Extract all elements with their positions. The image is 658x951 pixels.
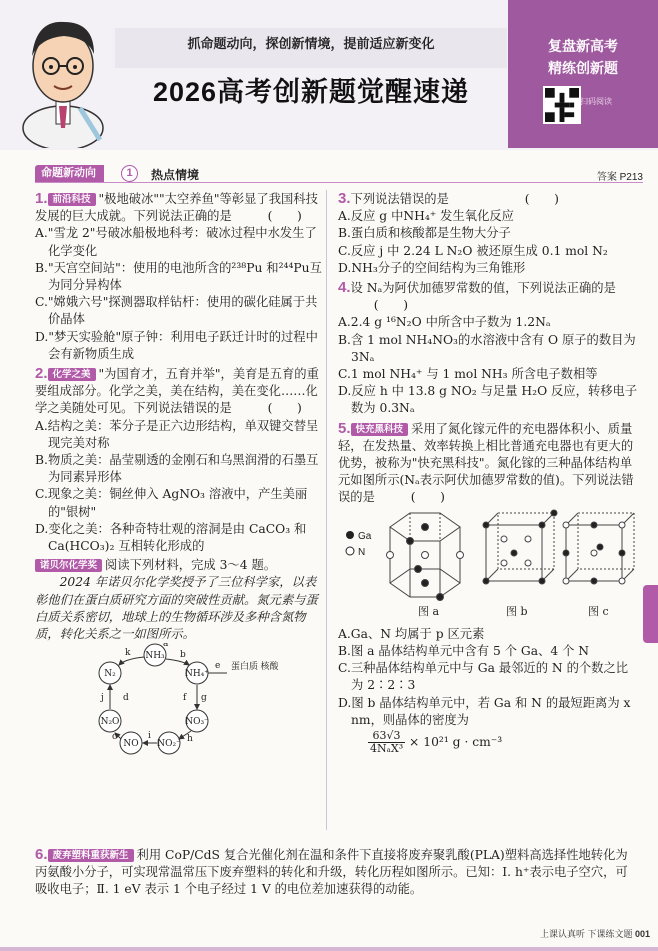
q2-option-b[interactable]: B.物质之美：晶莹剔透的金刚石和乌黑润滑的石墨互为同素异形体 [35, 453, 319, 485]
promo-line-2: 精练创新题 [548, 60, 618, 76]
promo-panel [508, 0, 658, 148]
q4-option-a[interactable]: A.2.4 g ¹⁶N₂O 中所含中子数为 1.2Nₐ [338, 315, 551, 330]
q4-option-d[interactable]: D.反应 h 中 13.8 g NO₂ 与足量 H₂O 反应，转移电子数为 0.3Nₐ [338, 384, 638, 416]
q4-option-c[interactable]: C.1 mol NH₄⁺ 与 1 mol NH₃ 所含电子数相等 [338, 367, 598, 382]
q6-text: 6. 废弃塑料重获新生 利用 CoP/CdS 复合光催化剂在温和条件下直接将废弃聚乳酸(PLA)塑料高选择性地转化为丙氨酸小分子，可实现常温常压下废弃塑料的转化和升级，转化历程如图所示。已知：Ⅰ. h⁺表示电子空穴，可吸收电子；Ⅱ. 1 eV 表示 1 个电子经过 1 V 的电位差加速获得的动能。 [35, 846, 628, 897]
q1-option-d[interactable]: D."梦天实验舱"原子钟：利用电子跃迁计时的过程中会有新物质生成 [35, 329, 318, 361]
q2-option-c[interactable]: C.现象之美：铜丝伸入 AgNO₃ 溶液中，产生美丽的"银树" [35, 487, 308, 519]
q2-option-d[interactable]: D.变化之美：各种奇特壮观的溶洞是由 CaCO₃ 和 Ca(HCO₃)₂ 互相转化形成的 [35, 521, 307, 554]
q2-stem: 2. 化学之美 "为国育才，五育并举"，美育是五育的重要组成部分。化学之美，美在结构，美在变化……化学之美随处可见。下列说法错误的是 ( ) [35, 365, 319, 416]
teacher-avatar-icon [18, 8, 108, 148]
node-nh4: NH₄⁺ [184, 669, 210, 680]
q3-option-a[interactable]: A.反应 g 中NH₄⁺ 发生氧化反应 [338, 209, 514, 224]
q5-option-d[interactable]: D.图 b 晶体结构单元中，若 Ga 和 N 的最短距离为 x nm，则晶体的密度为 [338, 695, 631, 727]
qr-code-icon[interactable] [543, 86, 581, 124]
q6-block [35, 846, 635, 899]
side-tab [643, 585, 658, 643]
nobel-intro: 诺贝尔化学奖 阅读下列材料，完成 3～4 题。 [35, 557, 323, 574]
section-bar [35, 165, 643, 183]
q3-option-d[interactable]: D.NH₃分子的空间结构为三角锥形 [338, 260, 526, 275]
nobel-tag: 诺贝尔化学奖 [35, 559, 102, 572]
fig-b-caption: 图 b [506, 604, 528, 618]
right-column [338, 190, 638, 755]
header [0, 0, 658, 150]
svg-text:e: e [215, 661, 221, 672]
svg-text:d: d [123, 693, 129, 704]
q1-tag: 前沿科技 [48, 193, 96, 206]
page-number: 001 [634, 929, 650, 939]
q1-option-a[interactable]: A."雪龙 2"号破冰船极地科考：破冰过程中水发生了化学变化 [35, 226, 317, 258]
footer [540, 927, 650, 940]
column-divider [326, 190, 327, 830]
q6-tag: 废弃塑料重获新生 [48, 849, 134, 862]
node-n2: N₂ [104, 669, 116, 680]
node-nh3: NH₃ [145, 651, 165, 662]
footer-label: 上课认真听 下课练文题 [539, 929, 633, 939]
qr-label: 扫码阅读 [580, 97, 612, 106]
node-n2o: N₂O [100, 717, 120, 728]
figure-b-cubic-cell [483, 510, 557, 584]
q5-density-formula [338, 729, 638, 755]
section-label: 命题新动向 [35, 165, 104, 182]
legend-n: N [358, 546, 366, 558]
left-column [35, 190, 323, 760]
figure-a-hexagonal-prism [387, 513, 464, 601]
svg-text:a: a [163, 643, 169, 650]
q1-stem: 1. 前沿科技 "极地破冰""太空养鱼"等彰显了我国科技发展的巨大成就。下列说法正确的是 ( ) [35, 190, 318, 224]
q2-option-a[interactable]: A.结构之美：苯分子是正六边形结构，单双键交替呈现完美对称 [35, 418, 319, 450]
q2-tag: 化学之美 [48, 368, 96, 381]
q5-stem: 5. 快充黑科技 采用了氮化镓元件的充电器体积小、质量轻，在发热量、效率转换上相比普通充电器也有更大的优势，被称为"快充黑科技"。氮化镓的三种晶体结构单元如图所示(Nₐ表示阿伏加德罗常数的值)。下列说法错误的是 ( ) [338, 419, 634, 505]
svg-text:k: k [125, 648, 131, 659]
formula-denominator: 4NₐX³ [370, 742, 404, 756]
gan-crystal-figures [338, 507, 638, 621]
figure-c-cubic-cell [563, 513, 634, 584]
section-number: 1 [121, 165, 138, 182]
fig-a-caption: 图 a [418, 604, 440, 618]
node-no3-minus: NO₃⁻ [185, 717, 209, 728]
q1-option-c[interactable]: C."嫦娥六号"探测器取样钻杆：使用的碳化硅属于共价晶体 [35, 295, 318, 327]
bottom-strip [0, 947, 658, 951]
promo-line-1: 复盘新高考 [548, 38, 618, 54]
formula-numerator: 63√3 [368, 730, 405, 743]
legend-ga: Ga [358, 530, 372, 542]
q4-stem: 4.设 Nₐ为阿伏加德罗常数的值，下列说法正确的是( ) [338, 279, 616, 313]
slogan: 抓命题动向，探创新情境，提前适应新变化 [187, 36, 435, 51]
q5-option-b[interactable]: B.图 a 晶体结构单元中含有 5 个 Ga、4 个 N [338, 644, 590, 659]
formula-tail: × 10²¹ g · cm⁻³ [409, 735, 503, 750]
q5-tag: 快充黑科技 [351, 423, 409, 436]
svg-text:j: j [101, 693, 104, 704]
svg-text:c: c [112, 732, 118, 743]
svg-text:f: f [183, 693, 187, 704]
node-no2-minus: NO₂⁻ [157, 739, 181, 750]
svg-text:b: b [180, 650, 186, 661]
q5-option-a[interactable]: A.Ga、N 均属于 p 区元素 [338, 626, 485, 641]
node-no: NO [123, 739, 139, 750]
q5-option-c[interactable]: C.三种晶体结构单元中与 Ga 最邻近的 N 的个数之比为 2∶2∶3 [338, 661, 629, 693]
page-title: 2026高考创新题觉醒速递 [152, 77, 470, 107]
q3-option-c[interactable]: C.反应 j 中 2.24 L N₂O 被还原生成 0.1 mol N₂ [338, 243, 608, 258]
cycle-note: 蛋白质 核酸 [231, 661, 279, 672]
q3-option-b[interactable]: B.蛋白质和核酸都是生物大分子 [338, 226, 511, 241]
svg-text:i: i [148, 731, 151, 742]
fig-c-caption: 图 c [588, 604, 609, 618]
q3-stem: 3.下列说法错误的是 ( ) [338, 190, 559, 207]
svg-text:g: g [201, 693, 207, 704]
nitrogen-cycle-diagram [55, 643, 305, 755]
q1-option-b[interactable]: B."天宫空间站"：使用的电池所含的²³⁸Pu 和²⁴⁴Pu互为同分异构体 [35, 260, 322, 293]
q4-option-b[interactable]: B.含 1 mol NH₄NO₃的水溶液中含有 O 原子的数目为 3Nₐ [338, 332, 636, 364]
section-topic: 热点情境 [151, 168, 200, 182]
answer-reference: 答案 P213 [596, 172, 643, 183]
nobel-passage: 2024 年诺贝尔化学奖授予了三位科学家，以表彰他们在蛋白质研究方面的突破性贡献。氮元素与蛋白质关系密切，地球上的生物循环涉及多种含氮物质，转化关系之一如图所示。 [35, 575, 318, 642]
svg-text:h: h [187, 734, 193, 745]
